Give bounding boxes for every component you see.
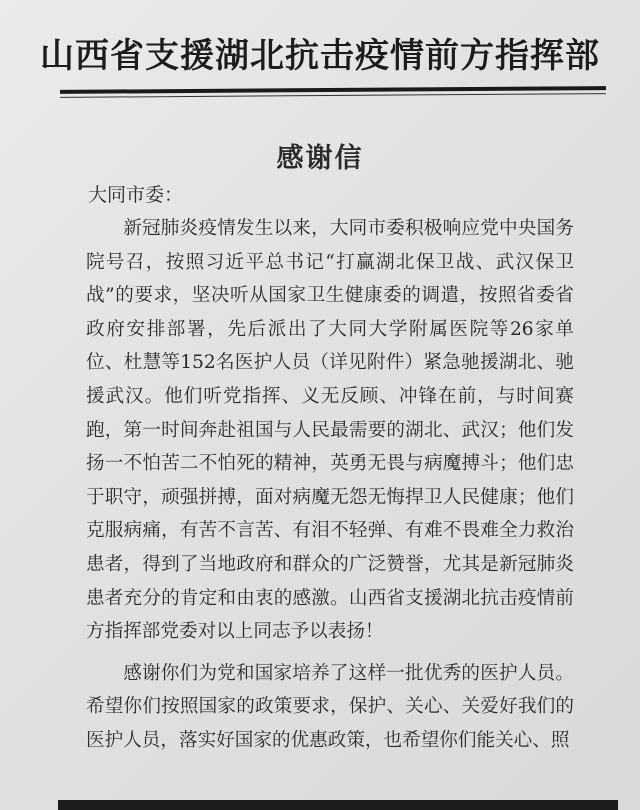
letter-body [86,212,574,758]
letterhead-rule-thin [60,93,606,98]
salutation: 大同市委： [88,184,184,206]
letterhead-title: 山西省支援湖北抗击疫情前方指挥部 [40,36,600,76]
body-paragraph-2: 感谢你们为党和国家培养了这样一批优秀的医护人员。希望你们按照国家的政策要求，保护、关心、关爱好我们的医护人员，落实好国家的优惠政策，也希望你们能关心、照 [86,662,574,751]
bottom-edge-shadow [58,800,618,810]
body-paragraph-1: 新冠肺炎疫情发生以来，大同市委积极响应党中央国务院号召，按照习近平总书记“打赢湖北保卫战、武汉保卫战”的要求，坚决听从国家卫生健康委的调遣，按照省委省政府安排部署，先后派出了大同大学附属医院等26家单位、杜慧等152名医护人员（详见附件）紧急驰援湖北、驰援武汉。他们听党指挥、义无反顾、冲锋在前，与时间赛跑，第一时间奔赴祖国与人民最需要的湖北、武汉；他们发扬一不怕苦二不怕死的精神，英勇无畏与病魔搏斗；他们忠于职守，顽强拼搏，面对病魔无怨无悔捍卫人民健康；他们克服病痛，有苦不言苦、有泪不轻弹、有难不畏难全力救治患者，得到了当地政府和群众的广泛赞誉，尤其是新冠肺炎患者充分的肯定和由衷的感激。山西省支援湖北抗击疫情前方指挥部党委对以上同志予以表扬！ [86,218,574,643]
letter-title: 感谢信 [276,143,364,174]
